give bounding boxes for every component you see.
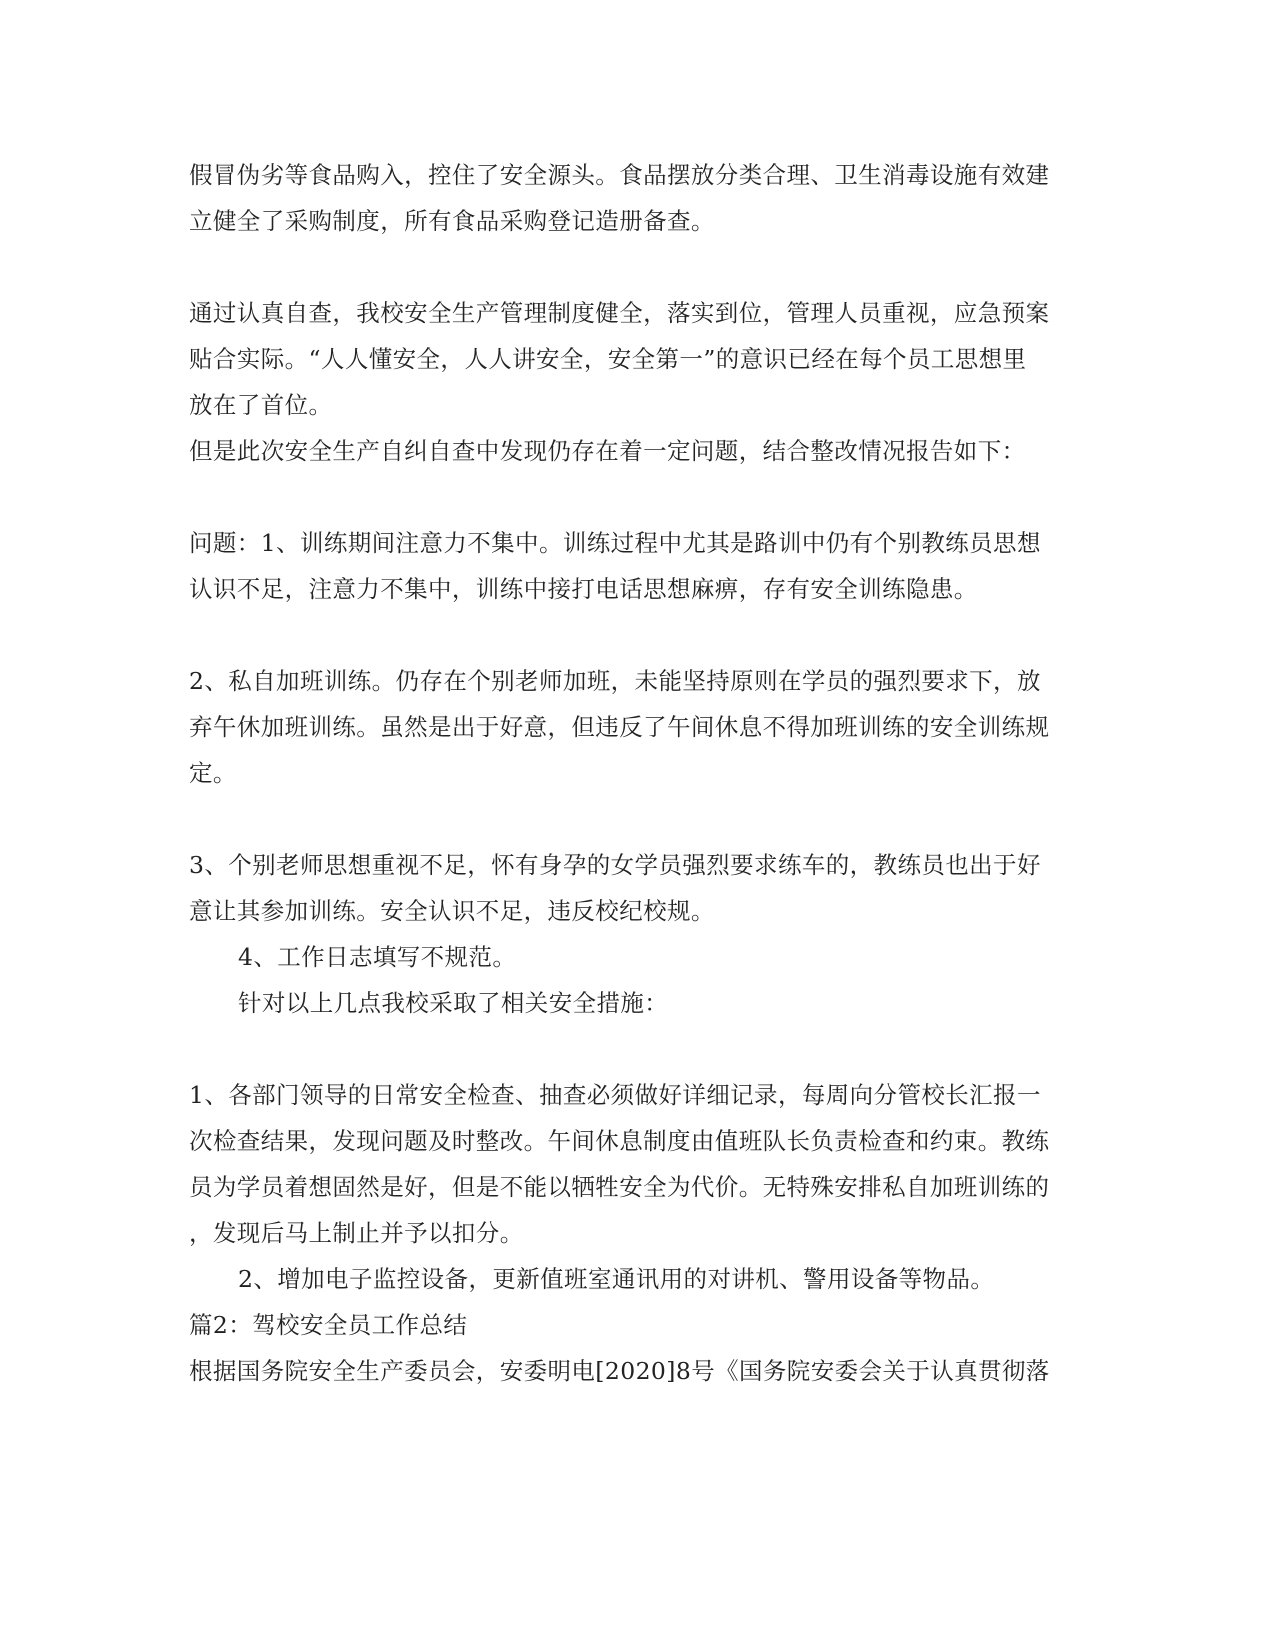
text-line: 3、个别老师思想重视不足，怀有身孕的女学员强烈要求练车的，教练员也出于好 <box>189 851 1041 879</box>
text-line: 假冒伪劣等食品购入，控住了安全源头。食品摆放分类合理、卫生消毒设施有效建 <box>189 161 1050 189</box>
text-line: 贴合实际。“人人懂安全，人人讲安全，安全第一”的意识已经在每个员工思想里 <box>189 345 1027 373</box>
text-line: 员为学员着想固然是好，但是不能以牺牲安全为代价。无特殊安排私自加班训练的 <box>189 1173 1050 1201</box>
text-line: 意让其参加训练。安全认识不足，违反校纪校规。 <box>189 897 715 925</box>
text-line: 问题：1、训练期间注意力不集中。训练过程中尤其是路训中仍有个别教练员思想 <box>189 529 1041 557</box>
text-line: 弃午休加班训练。虽然是出于好意，但违反了午间休息不得加班训练的安全训练规 <box>189 713 1050 741</box>
text-line: 但是此次安全生产自纠自查中发现仍存在着一定问题，结合整改情况报告如下： <box>189 437 1026 465</box>
text-line: 1、各部门领导的日常安全检查、抽查必须做好详细记录，每周向分管校长汇报一 <box>189 1081 1041 1109</box>
text-line: 立健全了采购制度，所有食品采购登记造册备查。 <box>189 207 715 235</box>
text-line: 次检查结果，发现问题及时整改。午间休息制度由值班队长负责检查和约束。教练 <box>189 1127 1050 1155</box>
text-line: 放在了首位。 <box>189 391 333 419</box>
text-line: 2、增加电子监控设备，更新值班室通讯用的对讲机、警用设备等物品。 <box>238 1265 995 1293</box>
text-line: 定。 <box>189 759 237 787</box>
text-line: 针对以上几点我校采取了相关安全措施： <box>238 989 669 1017</box>
text-line: 认识不足，注意力不集中，训练中接打电话思想麻痹，存有安全训练隐患。 <box>189 575 978 603</box>
section-heading: 篇2：驾校安全员工作总结 <box>189 1311 468 1339</box>
text-line: ，发现后马上制止并予以扣分。 <box>189 1219 524 1247</box>
text-line: 根据国务院安全生产委员会，安委明电[2020]8号《国务院安委会关于认真贯彻落 <box>189 1357 1050 1385</box>
text-line: 4、工作日志填写不规范。 <box>238 943 517 971</box>
text-line: 2、私自加班训练。仍存在个别老师加班，未能坚持原则在学员的强烈要求下，放 <box>189 667 1041 695</box>
text-line: 通过认真自查，我校安全生产管理制度健全，落实到位，管理人员重视，应急预案 <box>189 299 1050 327</box>
